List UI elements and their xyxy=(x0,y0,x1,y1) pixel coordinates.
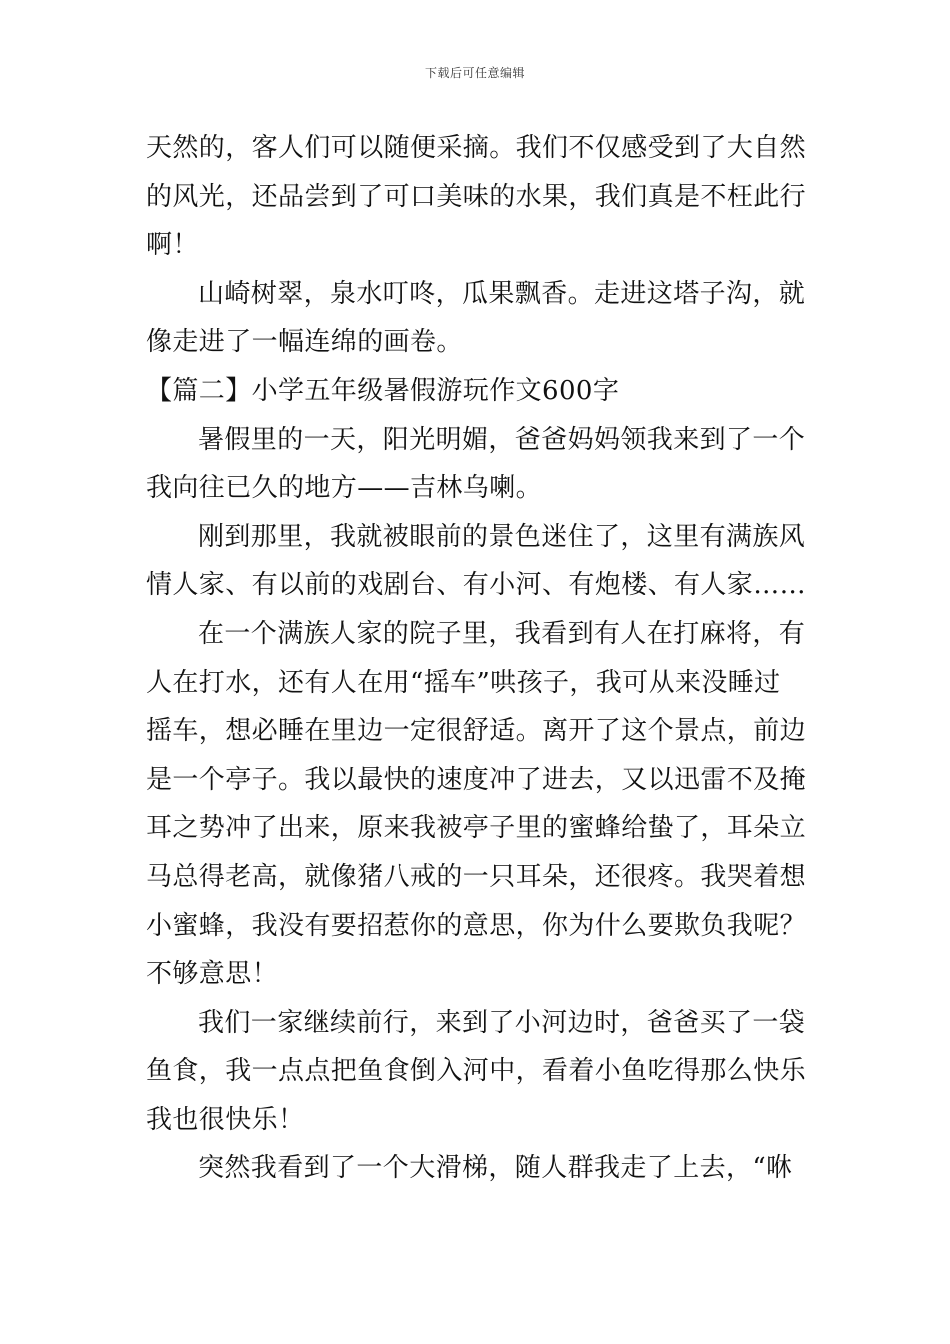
text-line: 山崎树翠，泉水叮咚，瓜果飘香。走进这塔子沟，就 xyxy=(198,278,806,309)
paragraph xyxy=(146,270,808,367)
document-body xyxy=(146,124,808,1193)
paragraph xyxy=(146,124,808,270)
text-line: 我们一家继续前行，来到了小河边时，爸爸买了一袋 xyxy=(198,1007,806,1038)
paragraph xyxy=(146,610,808,999)
text-line: 摇车，想必睡在里边一定很舒适。离开了这个景点，前边 xyxy=(146,716,807,747)
text-line: 我向往已久的地方——吉林乌喇。 xyxy=(146,473,543,504)
text-line: 是一个亭子。我以最快的速度冲了进去，又以迅雷不及掩 xyxy=(146,764,807,795)
page-header: 下载后可任意编辑 xyxy=(424,66,525,80)
text-line: 的风光，还品尝到了可口美味的水果，我们真是不枉此行 xyxy=(146,181,807,212)
text-line: 鱼食，我一点点把鱼食倒入河中，看着小鱼吃得那么快乐 xyxy=(146,1056,807,1087)
text-line: 不够意思！ xyxy=(146,959,279,990)
text-line: 突然我看到了一个大滑梯，随人群我走了上去，“咻 xyxy=(198,1153,793,1184)
text-line: 在一个满族人家的院子里，我看到有人在打麻将，有 xyxy=(198,618,806,649)
text-line: 暑假里的一天，阳光明媚，爸爸妈妈领我来到了一个 xyxy=(198,424,806,455)
text-line: 情人家、有以前的戏剧台、有小河、有炮楼、有人家…… xyxy=(146,570,807,601)
paragraph xyxy=(146,1144,808,1193)
section-heading: 【篇二】小学五年级暑假游玩作文600字 xyxy=(146,375,620,406)
paragraph xyxy=(146,999,808,1145)
text-line: 我也很快乐！ xyxy=(146,1104,305,1135)
paragraph xyxy=(146,416,808,513)
text-line: 啊！ xyxy=(146,230,199,261)
text-line: 刚到那里，我就被眼前的景色迷住了，这里有满族风 xyxy=(198,521,806,552)
text-line: 耳之势冲了出来，原来我被亭子里的蜜蜂给蛰了，耳朵立 xyxy=(146,813,807,844)
text-line: 马总得老高，就像猪八戒的一只耳朵，还很疼。我哭着想 xyxy=(146,861,807,892)
paragraph xyxy=(146,513,808,610)
text-line: 人在打水，还有人在用“摇车”哄孩子，我可从来没睡过 xyxy=(146,667,781,698)
text-line: 像走进了一幅连绵的画卷。 xyxy=(146,327,463,358)
text-line: 天然的，客人们可以随便采摘。我们不仅感受到了大自然 xyxy=(146,133,807,163)
text-line: 小蜜蜂，我没有要招惹你的意思，你为什么要欺负我呢？ xyxy=(146,910,807,941)
